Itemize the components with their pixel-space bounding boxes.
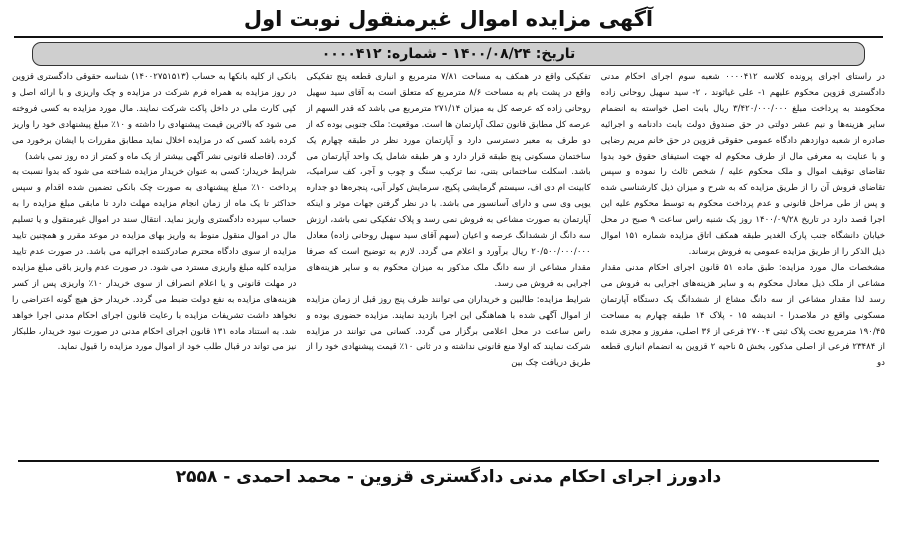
signature-line: دادورز اجرای احکام مدنی دادگستری قزوین - محمد احمدی - ۲۵۵۸ bbox=[18, 460, 879, 490]
paragraph: مشخصات مال مورد مزایده: طبق ماده ۵۱ قانون اجرای احکام مدنی مقدار مشاعی از ملک ذیل معادل محکوم به و سایر هزینه‌های اجرایی به فروش می رسد لذا مقدار مشاعی از سه دانگ مشاع از ششدانگ یک دستگاه آپارتمان مسکونی واقع در ملاصدرا - اندیشه ۱۵ - پلاک ۱۴ طبقه چهارم به مساحت ۱۹۰/۴۵ مترمربع تحت پلاک ثبتی ۲۷۰۰۴ فرعی از ۳۶ اصلی، مفروز و مجزی شده از ۲۳۴۸۴ فرعی از اصلی مذکور، بخش ۵ ناحیه ۲ قزوین به انضمام انباری قطعه دو bbox=[600, 262, 885, 369]
paragraph: شرایط مزایده: طالبین و خریداران می توانند ظرف پنج روز قبل از زمان مزایده از اموال آگهی شده با هماهنگی این اجرا بازدید نمایند. مزایده حضوری بوده و راس ساعت در محل اعلامی برگزار می گردد. کسانی می توانند در مزایده شرکت نمایند که اولا منع قانونی نداشته و در ثانی ۱۰٪ قیمت پیشنهادی خود را از طریق دریافت چک بین bbox=[306, 294, 591, 369]
paragraph: تفکیکی واقع در همکف به مساحت ۷/۸۱ مترمربع و انباری قطعه پنج تفکیکی واقع در پشت بام به مساحت ۸/۶ مترمربع که متعلق است به آقای سید سهیل روحانی زاده که عرصه کل به میزان ۲۷۱/۱۴ مترمربع می باشد که قدر السهم از عرصه کل مطابق قانون تملک آپارتمان ها است. موقعیت: ملک جنوبی بوده که از دو طرف به معبر دسترسی دارد و آپارتمان مورد نظر در طبقه چهارم یک ساختمان مسکونی پنج طبقه قرار دارد و هر طبقه شامل یک واحد آپارتمان می باشد. اسکلت ساختمانی بتنی، نما ترکیب سنگ و چوب و آجر، کف سرامیک، کابینت ام دی اف، سیستم گرمایشی پکیج، سرمایش کولر آبی، پنجره‌ها دو جداره یوپی وی سی و دارای آسانسور می باشد. با در نظر گرفتن جهات موثر و اینکه آپارتمان به صورت مشاعی به فروش نمی رسد و پلاک تفکیکی نمی باشد، ارزش سه دانگ از ششدانگ عرصه و اعیان (سهم آقای سید سهیل روحانی زاده) معادل ۲۰/۵۰۰/۰۰۰/۰۰۰ ریال برآورد و اعلام می گردد. لازم به توضیح است که صرفا مقدار مشاعی از سه دانگ ملک مذکور به میزان محکوم به و سایر هزینه‌های اجرایی به فروش می رسد. bbox=[306, 72, 591, 289]
column-right bbox=[601, 70, 885, 454]
notice-title: آگهی مزایده اموال غیرمنقول نوبت اول bbox=[243, 7, 654, 31]
title-divider bbox=[14, 36, 883, 38]
paragraph: بانکی از کلیه بانکها به حساب (۱۴۰۰۲۷۵۱۵۱۳) شناسه حقوقی دادگستری قزوین در روز مزایده به همراه فرم شرکت در مزایده و چک واریزی و با ارائه اصل و کپی کارت ملی در داخل پاکت شرکت نمایند. مال مورد مزایده به کسی فروخته می شود که بالاترین قیمت پیشنهادی را داشته و ۱۰٪ مبلغ پیشنهادی خود را واریز کرده باشد کسی که در مزایده اخلال نماید مطابق مقررات با ایشان برخورد می گردد. (فاصله قانونی نشر آگهی بیشتر از یک ماه و کمتر از ده روز نمی باشد) bbox=[12, 72, 297, 162]
column-middle bbox=[306, 70, 590, 454]
paragraph: در راستای اجرای پرونده کلاسه ۰۰۰۰۴۱۲ شعبه سوم اجرای احکام مدنی دادگستری قزوین محکوم علیهم ۱- علی غیاثوند ، ۲- سید سهیل روحانی زاده محکومند به پرداخت مبلغ ۳/۴۲۰/۰۰۰/۰۰۰ ریال بابت اصل خواسته به انضمام سایر هزینه‌ها و نیم عشر دولتی در حق صندوق دولت بابت دادنامه و اجرائیه صادره از شعبه دوازدهم دادگاه عمومی حقوقی قزوین در حق خانم مریم رضایی و با عنایت به معرفی مال از طرف محکوم له جهت استیفای حقوق خود بدوا تقاضای توقیف اموال و ملک محکوم علیه / شخص ثالث را نموده و سپس تقاضای فروش آن را از طریق مزایده که به شرح و میزان ذیل کارشناسی شده و پس از طی مراحل قانونی و عدم پرداخت محکوم به توسط محکوم علیه این اجرا قصد دارد در تاریخ ۱۴۰۰/۰۹/۲۸ روز یک شنبه راس ساعت ۹ صبح در محل خیابان دانشگاه جنب پارک الغدیر طبقه همکف اتاق مزایده شماره ۱۵۱ اموال ذیل الذکر را از طریق مزایده عمومی به فروش برساند. bbox=[600, 72, 885, 257]
date-number-bar: تاریخ: ۱۴۰۰/۰۸/۲۴ - شماره: ۰۰۰۰۴۱۲ bbox=[32, 42, 865, 66]
notice-body bbox=[8, 70, 889, 454]
paragraph: شرایط خریدار: کسی به عنوان خریدار مزایده شناخته می شود که بدوا نسبت به پرداخت ۱۰٪ مبلغ پیشنهادی به صورت چک بانکی تضمین شده اقدام و سپس حداکثر تا یک ماه از زمان انجام مزایده مهلت دارد تا مابقی مبلغ مزایده را به حساب سپرده دادگستری واریز نماید. انتقال سند در اموال غیرمنقول و یا تسلیم مال در اموال منقول منوط به واریز بهای مزایده در موعد مقرر و همچنین تایید مزایده از سوی دادگاه محترم صادرکننده اجرائیه می باشد. در صورت عدم تایید مزایده کلیه مبلغ واریزی مسترد می شود. در صورت عدم واریز باقی مبلغ مزایده در مهلت قانونی و یا اعلام انصراف از سوی خریدار ۱۰٪ واریزی پس از کسر هزینه‌های مزایده به نفع دولت ضبط می گردد. خریدار حق هیچ گونه اعتراضی را نخواهد داشت تشریفات مزایده با رعایت قانون اجرای احکام مدنی اجرا خواهد شد. به استناد ماده ۱۳۱ قانون اجرای احکام مدنی در صورت نبود خریدار، طلبکار نیز می تواند در قبال طلب خود از اموال مورد مزایده را قبول نماید. bbox=[12, 167, 297, 353]
column-left bbox=[12, 70, 296, 454]
